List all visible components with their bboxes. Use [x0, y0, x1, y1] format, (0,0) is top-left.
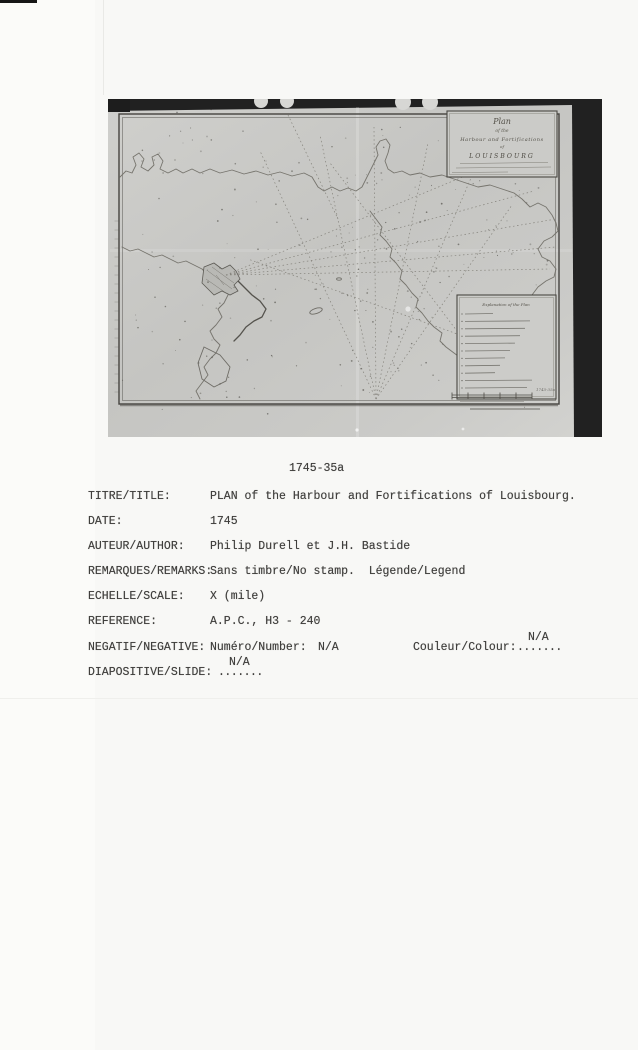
- negative-colour-value: N/A: [528, 631, 549, 644]
- remarks-label: REMARQUES/REMARKS:: [88, 565, 213, 578]
- negative-colour-field: [517, 631, 562, 654]
- title-label: TITRE/TITLE:: [88, 490, 171, 503]
- date-label: DATE:: [88, 515, 123, 528]
- slide-field: [218, 656, 263, 679]
- date-value: 1745: [210, 515, 238, 528]
- negative-number-value: N/A: [318, 641, 339, 654]
- negative-colour-dots: .......: [517, 641, 562, 654]
- cartouche-of: of: [500, 144, 504, 149]
- catalog-row-slide: [0, 656, 638, 681]
- catalog-heading: 1745-35a: [289, 462, 345, 475]
- slide-dots: .......: [218, 666, 263, 679]
- negative-colour-label: Couleur/Colour:: [413, 641, 517, 654]
- cartouche-of-the: of the: [495, 129, 509, 134]
- title-value: PLAN of the Harbour and Fortifications of Louisbourg.: [210, 490, 576, 503]
- cartouche-louisbourg: LOUISBOURG: [469, 153, 535, 160]
- catalog-row-remarks: [0, 565, 638, 580]
- catalog-row-title: [0, 490, 638, 505]
- slide-label: DIAPOSITIVE/SLIDE:: [88, 666, 213, 679]
- cartouche-harbour: Harbour and Fortifications: [460, 137, 544, 143]
- catalog-row-negative: [0, 631, 638, 656]
- corner-note: 1745-35a: [536, 387, 556, 392]
- author-label: AUTEUR/AUTHOR:: [88, 540, 185, 553]
- scale-value: X (mile): [210, 590, 266, 603]
- remarks-value: Sans timbre/No stamp. Légende/Legend: [210, 565, 466, 578]
- scale-label: ECHELLE/SCALE:: [88, 590, 185, 603]
- catalog-row-reference: [0, 615, 638, 630]
- catalog-row-author: [0, 540, 638, 555]
- negative-label: NEGATIF/NEGATIVE:: [88, 641, 206, 654]
- cartouche-plan: Plan: [493, 117, 511, 126]
- reference-label: REFERENCE:: [88, 615, 158, 628]
- catalog-row-scale: [0, 590, 638, 605]
- negative-number-label: Numéro/Number:: [210, 641, 307, 654]
- author-value: Philip Durell et J.H. Bastide: [210, 540, 411, 553]
- reference-value: A.P.C., H3 - 240: [210, 615, 321, 628]
- catalog-row-date: [0, 515, 638, 530]
- slide-value: N/A: [229, 656, 250, 669]
- legend-title: Explanation of the Plan: [482, 302, 530, 307]
